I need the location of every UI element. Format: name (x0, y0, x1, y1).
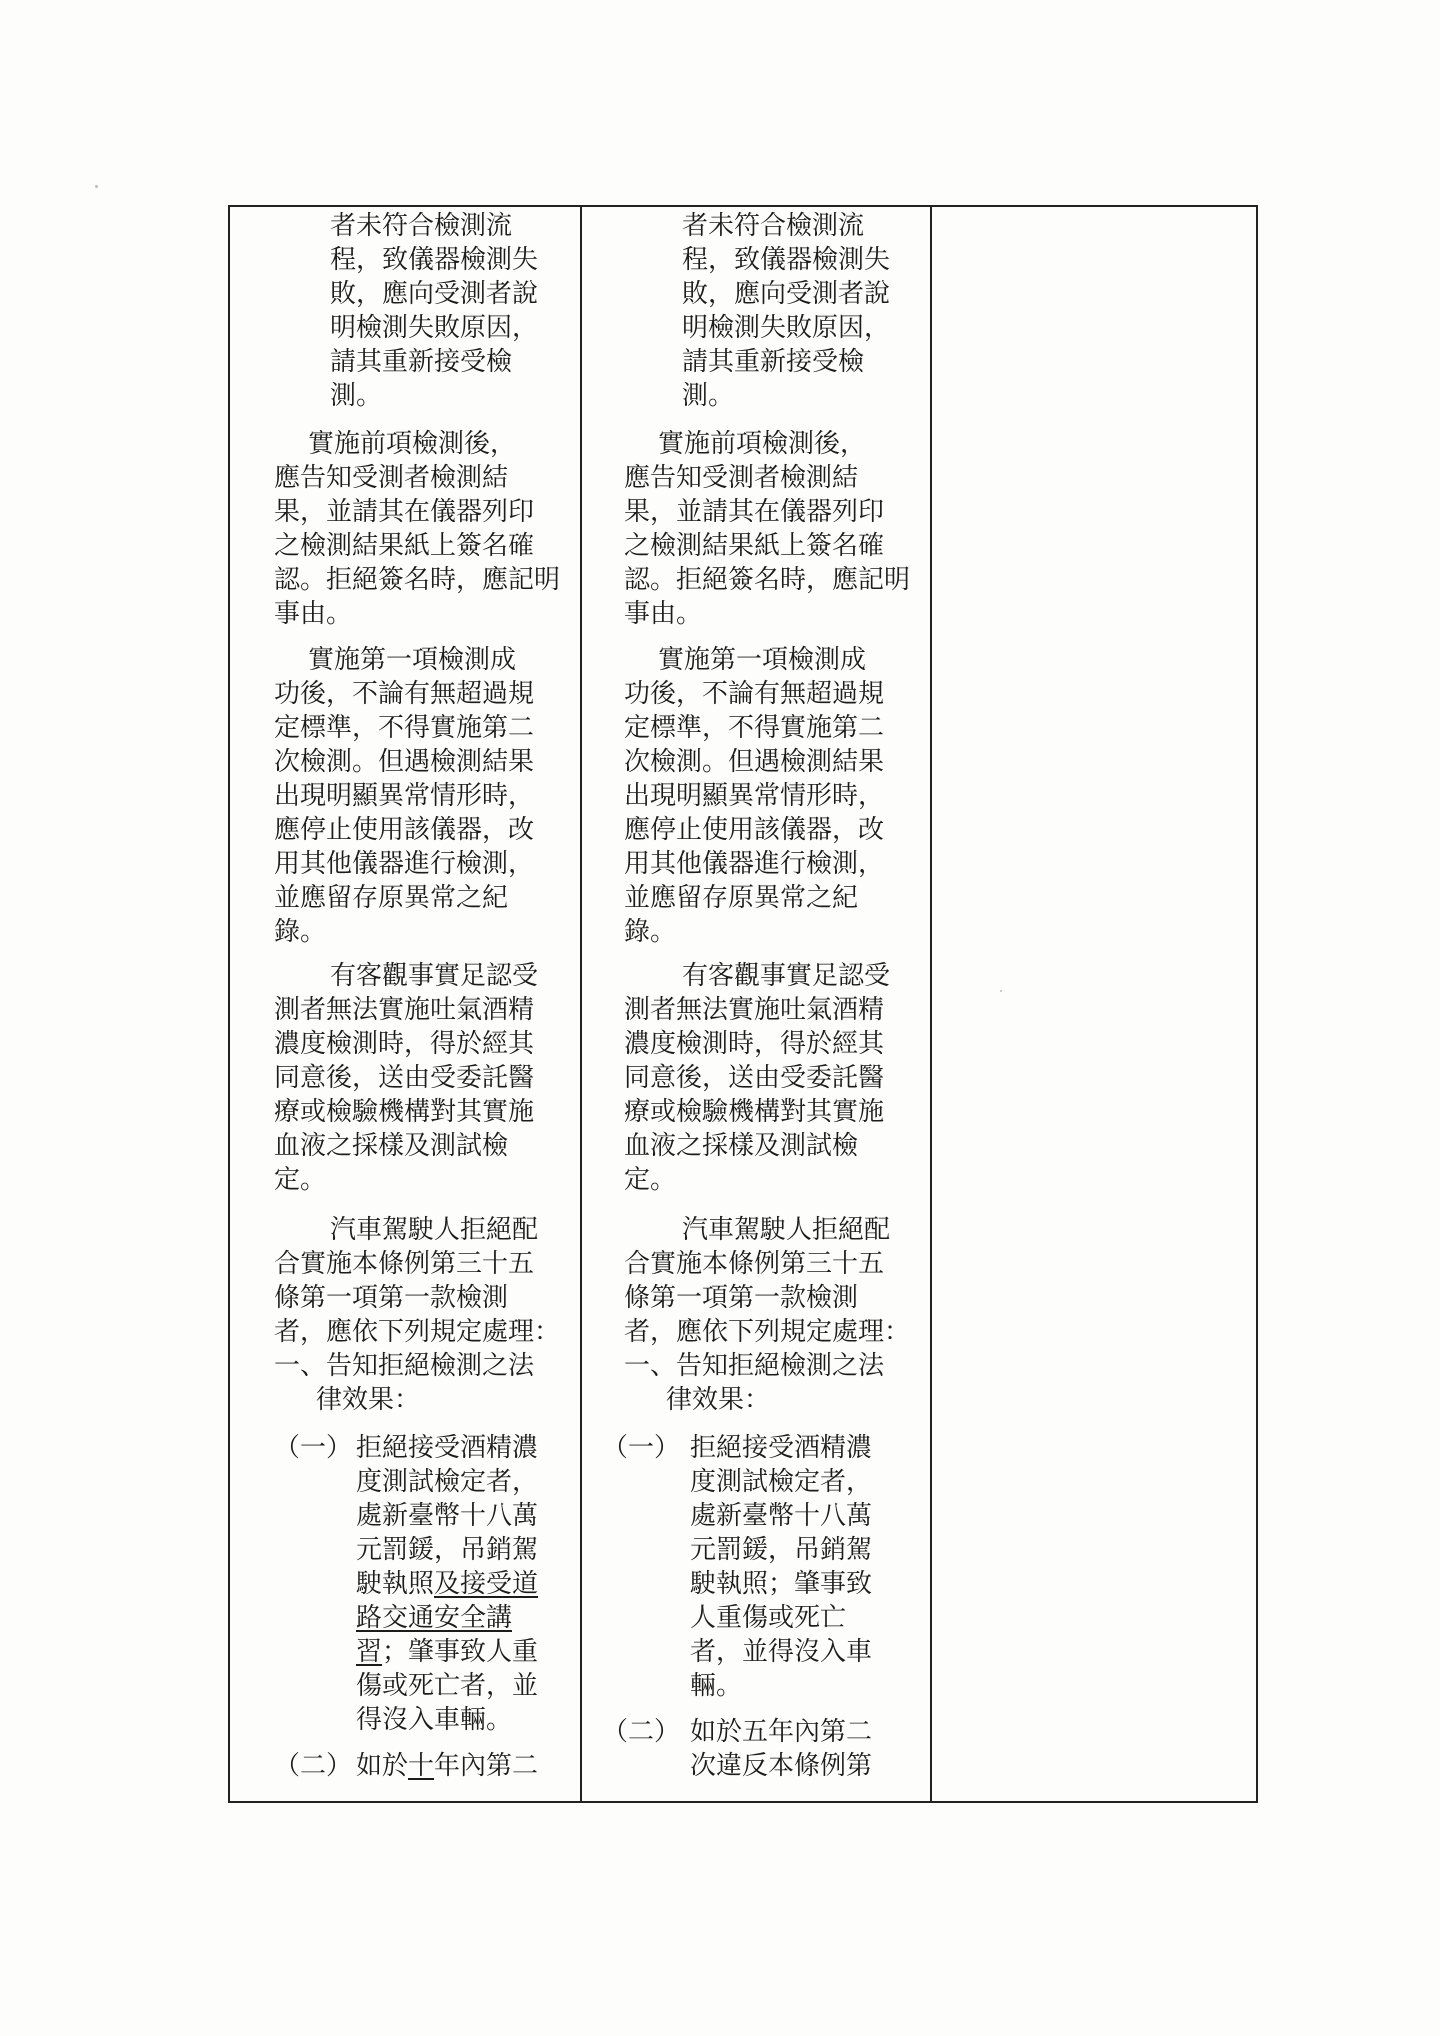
amended-underline: 習 (356, 1637, 383, 1667)
text-line: 錄。 (274, 917, 327, 947)
text-line: 同意後，送由受委託醫 (624, 1063, 885, 1093)
text-line: 請其重新接受檢 (330, 347, 513, 377)
text-line: 實施前項檢測後， (308, 429, 517, 459)
explanation-column (932, 207, 1256, 1801)
text-line: 處新臺幣十八萬 (356, 1501, 539, 1531)
item-marker-1: （一） (602, 1433, 681, 1463)
text-line: 程，致儀器檢測失 (330, 245, 539, 275)
text-line: 測者無法實施吐氣酒精 (274, 995, 535, 1025)
text-line: 功後，不論有無超過規 (274, 679, 535, 709)
text-line: 者，應依下列規定處理： (274, 1317, 561, 1347)
amended-underline: 十 (408, 1751, 435, 1781)
text-line: 程，致儀器檢測失 (682, 245, 891, 275)
scan-speck (95, 185, 98, 188)
scan-speck (1000, 990, 1002, 992)
text-line: 有客觀事實足認受 (682, 961, 891, 991)
text-line: 測。 (682, 381, 735, 411)
text-line: 者，並得沒入車 (690, 1637, 873, 1667)
text-line: 認。拒絕簽名時，應記明 (274, 565, 561, 595)
text-line: 用其他儀器進行檢測， (624, 849, 885, 879)
text-line: 並應留存原異常之紀 (624, 883, 859, 913)
text-line: 事由。 (274, 599, 353, 629)
text-line: 濃度檢測時，得於經其 (624, 1029, 885, 1059)
text-line: 事由。 (624, 599, 703, 629)
comparison-table (228, 205, 1258, 1803)
text-line: 度測試檢定者， (356, 1467, 539, 1497)
text-line: 律效果： (666, 1385, 771, 1415)
text-line: 次檢測。但遇檢測結果 (624, 747, 885, 777)
text-line: 敗，應向受測者說 (330, 279, 539, 309)
text-line: 定。 (624, 1165, 677, 1195)
item-marker-2: （二） (274, 1751, 353, 1781)
text-line: 合實施本條例第三十五 (624, 1249, 885, 1279)
text-line: 元罰鍰，吊銷駕 (690, 1535, 873, 1565)
amended-underline: 及接受道 (434, 1569, 539, 1599)
text-line: 習；肇事致人重 (356, 1637, 539, 1667)
text-line: 錄。 (624, 917, 677, 947)
text-line: 定標準，不得實施第二 (274, 713, 535, 743)
text-line: 應停止使用該儀器，改 (274, 815, 535, 845)
text-line: 駛執照；肇事致 (690, 1569, 873, 1599)
text-line: 並應留存原異常之紀 (274, 883, 509, 913)
text-line: 者，應依下列規定處理： (624, 1317, 911, 1347)
item-marker-2: （二） (602, 1717, 681, 1747)
text-line: 之檢測結果紙上簽名確 (274, 531, 535, 561)
text-line: 拒絕接受酒精濃 (356, 1433, 539, 1463)
text-line: 療或檢驗機構對其實施 (624, 1097, 885, 1127)
text-line: 如於五年內第二 (690, 1717, 873, 1747)
text-line: 者未符合檢測流 (330, 211, 513, 241)
text-line: 拒絕接受酒精濃 (690, 1433, 873, 1463)
text-line: 血液之採樣及測試檢 (624, 1131, 859, 1161)
text-line: 律效果： (316, 1385, 421, 1415)
text-line: 合實施本條例第三十五 (274, 1249, 535, 1279)
text-line: 定標準，不得實施第二 (624, 713, 885, 743)
text-line: 得沒入車輛。 (356, 1705, 513, 1735)
text-line: 傷或死亡者，並 (356, 1671, 539, 1701)
text-line: 用其他儀器進行檢測， (274, 849, 535, 879)
text-line: 認。拒絕簽名時，應記明 (624, 565, 911, 595)
text-line: 條第一項第一款檢測 (274, 1283, 509, 1313)
text-line: 血液之採樣及測試檢 (274, 1131, 509, 1161)
text-line: 汽車駕駛人拒絕配 (330, 1215, 539, 1245)
text-line: 濃度檢測時，得於經其 (274, 1029, 535, 1059)
text-line: 者未符合檢測流 (682, 211, 865, 241)
text-line: 次違反本條例第 (690, 1751, 873, 1781)
text-line: 明檢測失敗原因， (682, 313, 891, 343)
text-line: 定。 (274, 1165, 327, 1195)
text-line: 處新臺幣十八萬 (690, 1501, 873, 1531)
text-line: 應停止使用該儀器，改 (624, 815, 885, 845)
text-line: 功後，不論有無超過規 (624, 679, 885, 709)
text-line: 應告知受測者檢測結 (624, 463, 859, 493)
text-line: 之檢測結果紙上簽名確 (624, 531, 885, 561)
text-line: 輛。 (690, 1671, 743, 1701)
amended-underline: 路交通安全講 (356, 1603, 513, 1633)
text-line: 測。 (330, 381, 383, 411)
text-line: 度測試檢定者， (690, 1467, 873, 1497)
text-line: 出現明顯異常情形時， (624, 781, 885, 811)
text-line: 駛執照及接受道 (356, 1569, 539, 1599)
text-line: 次檢測。但遇檢測結果 (274, 747, 535, 777)
text-line: 明檢測失敗原因， (330, 313, 539, 343)
text-line: 條第一項第一款檢測 (624, 1283, 859, 1313)
text-line: 一、告知拒絕檢測之法 (274, 1351, 535, 1381)
text-line: 出現明顯異常情形時， (274, 781, 535, 811)
text-line: 如於十年內第二 (356, 1751, 539, 1781)
text-line: 元罰鍰，吊銷駕 (356, 1535, 539, 1565)
text-line: 實施前項檢測後， (658, 429, 867, 459)
text-line: 測者無法實施吐氣酒精 (624, 995, 885, 1025)
text-line: 一、告知拒絕檢測之法 (624, 1351, 885, 1381)
text-line: 人重傷或死亡 (690, 1603, 847, 1633)
text-line: 請其重新接受檢 (682, 347, 865, 377)
item-marker-1: （一） (274, 1433, 353, 1463)
text-line: 汽車駕駛人拒絕配 (682, 1215, 891, 1245)
text-line: 同意後，送由受委託醫 (274, 1063, 535, 1093)
text-line: 應告知受測者檢測結 (274, 463, 509, 493)
column-divider-1 (580, 207, 582, 1801)
text-line: 果，並請其在儀器列印 (624, 497, 885, 527)
text-line: 實施第一項檢測成 (658, 645, 867, 675)
text-line: 實施第一項檢測成 (308, 645, 517, 675)
text-line: 療或檢驗機構對其實施 (274, 1097, 535, 1127)
text-line: 有客觀事實足認受 (330, 961, 539, 991)
text-line: 敗，應向受測者說 (682, 279, 891, 309)
text-line: 果，並請其在儀器列印 (274, 497, 535, 527)
